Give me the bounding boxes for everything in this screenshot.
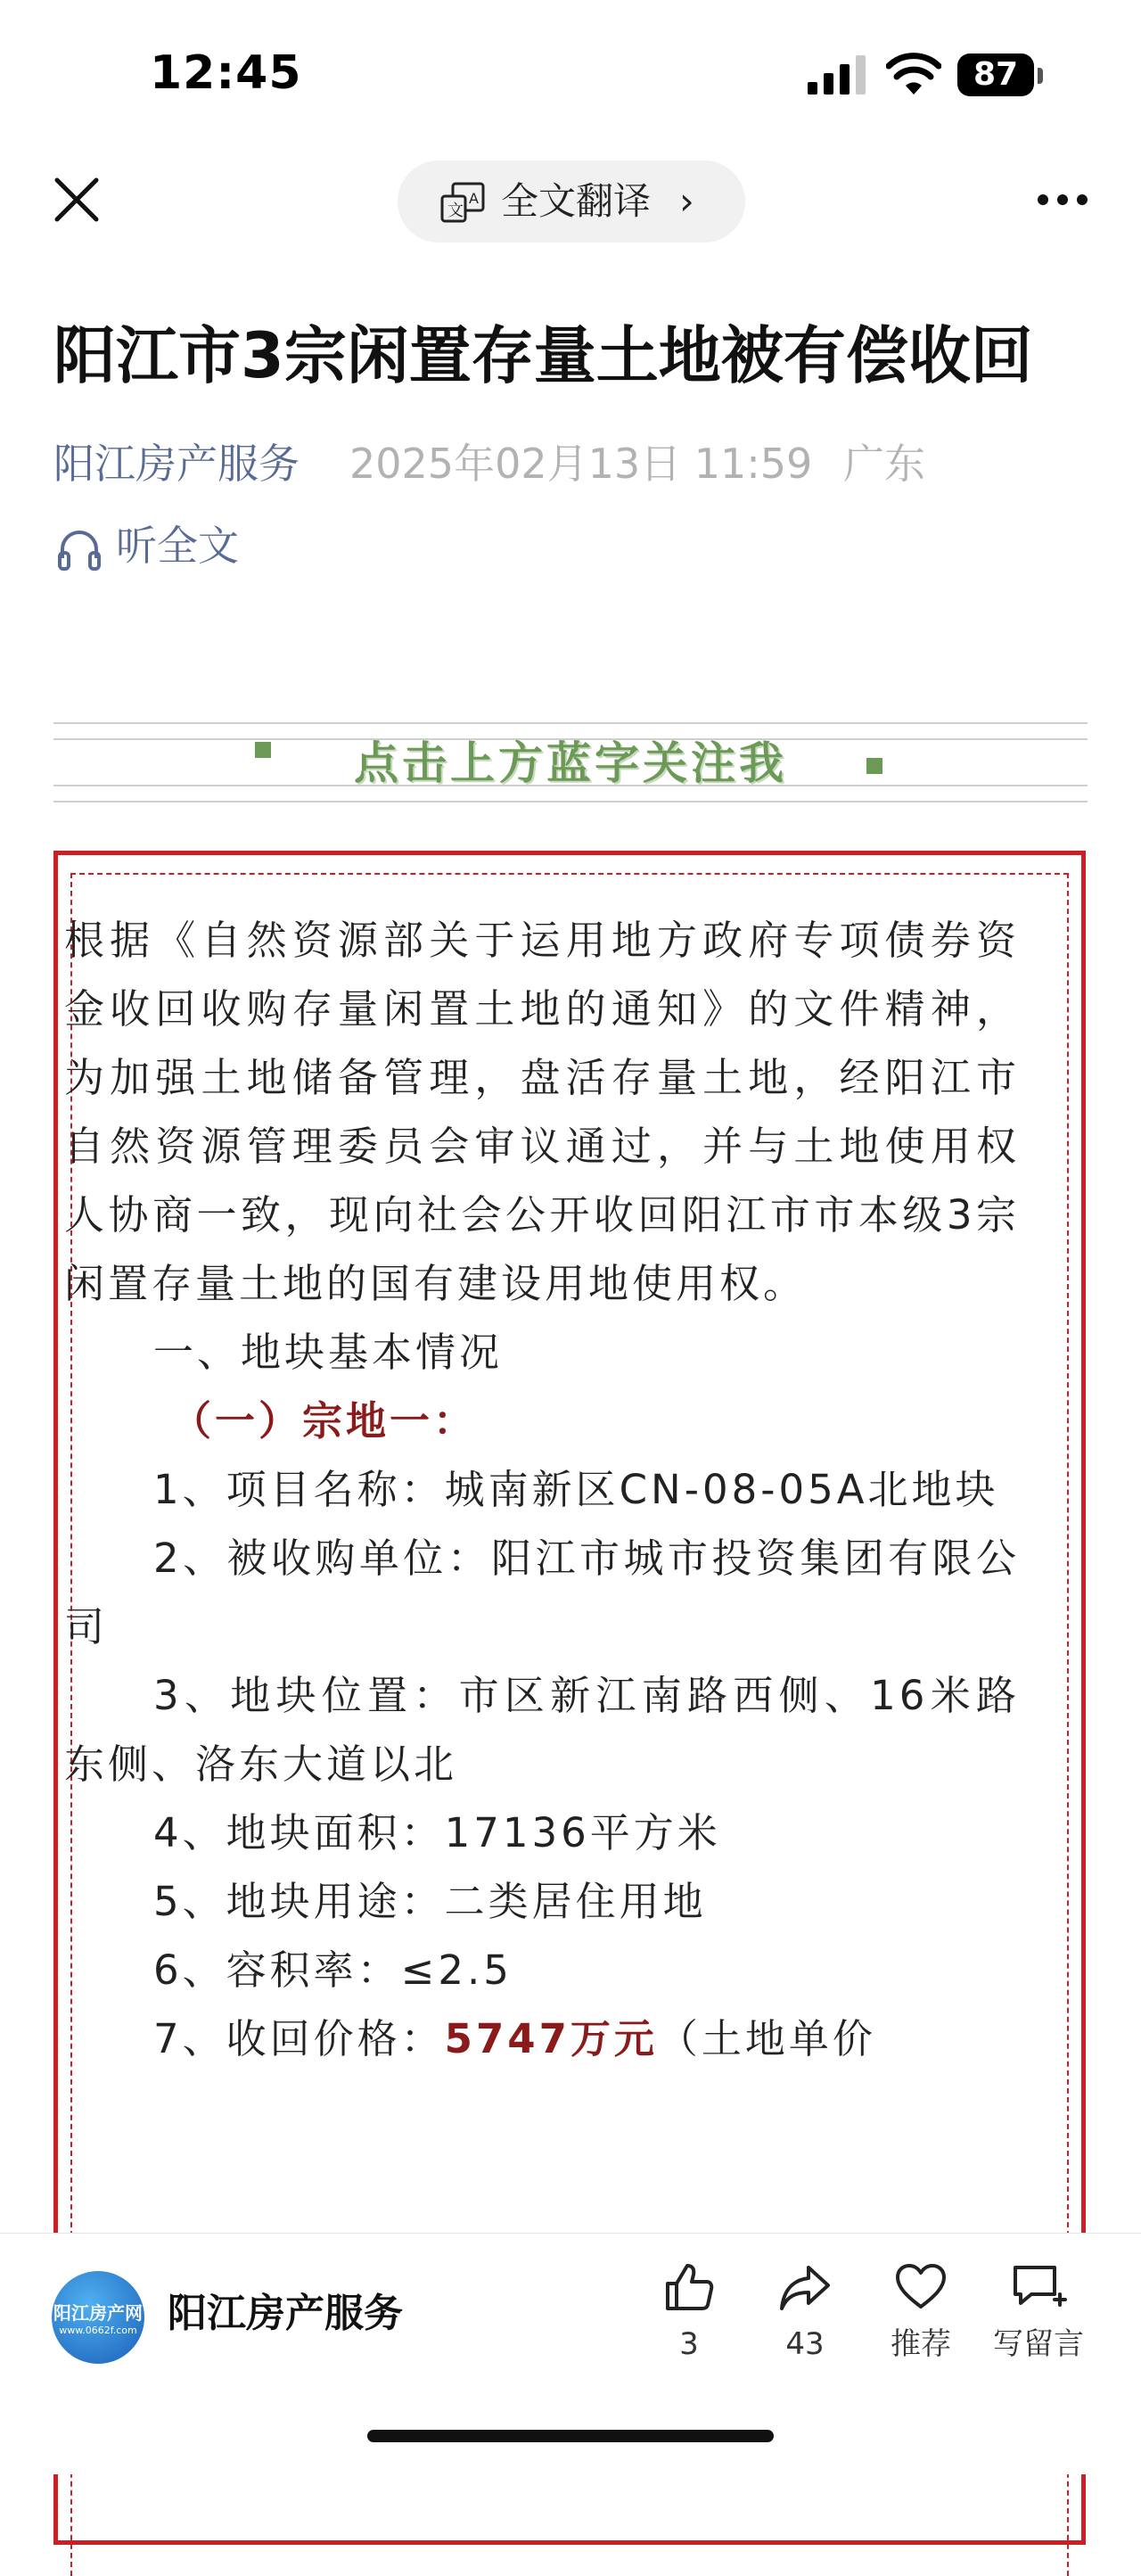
chevron-right-icon: › <box>679 179 694 223</box>
close-icon[interactable] <box>52 175 102 225</box>
comment-label: 写留言 <box>993 2326 1084 2362</box>
author-link[interactable]: 阳江房产服务 <box>53 440 300 488</box>
account-name[interactable]: 阳江房产服务 <box>168 2291 403 2336</box>
article-body <box>64 906 1020 2073</box>
intro-paragraph: 根据《自然资源部关于运用地方政府专项债券资金收回收购存量闲置土地的通知》的文件精神，为加强土地储备管理，盘活存量土地，经阳江市自然资源管理委员会审议通过，并与土地使用权人协商一致，现向社会公开收回阳江市市本级3宗闲置存量土地的国有建设用地使用权。 <box>64 917 1020 1307</box>
account-avatar[interactable] <box>52 2271 144 2364</box>
share-button[interactable] <box>747 2260 863 2362</box>
svg-text:文: 文 <box>447 202 464 220</box>
bottom-action-bar <box>0 2233 1141 2474</box>
article-title: 阳江市3宗闲置存量土地被有偿收回 <box>53 319 1033 392</box>
home-indicator[interactable] <box>367 2430 774 2442</box>
list-item: 1、项目名称：城南新区CN-08-05A北地块 <box>153 1466 999 1513</box>
status-time: 12:45 <box>150 46 302 100</box>
section-heading: 一、地块基本情况 <box>153 1329 504 1376</box>
like-count: 3 <box>679 2326 699 2362</box>
cellular-signal-icon <box>808 55 866 95</box>
more-options-icon[interactable] <box>1036 193 1089 207</box>
parcel-heading: （一）宗地一： <box>171 1397 478 1444</box>
recommend-label: 推荐 <box>891 2326 951 2362</box>
listen-full-text-button[interactable]: 听全文 <box>116 522 239 570</box>
svg-text:A: A <box>469 190 479 207</box>
wifi-icon <box>886 52 941 96</box>
list-item: 2、被收购单位：阳江市城市投资集团有限公司 <box>64 1535 1020 1650</box>
price-prefix: 7、收回价格： <box>153 2015 445 2062</box>
avatar-logo-url: www.0662f.com <box>59 2325 137 2336</box>
list-item: 5、地块用途：二类居住用地 <box>153 1878 707 1925</box>
share-icon <box>778 2260 832 2314</box>
price-value: 5747万元 <box>444 2015 658 2062</box>
recommend-button[interactable] <box>863 2260 979 2362</box>
comment-plus-icon <box>1010 2260 1067 2314</box>
follow-banner-text: 点击上方蓝字关注我 <box>354 737 787 789</box>
price-suffix: （土地单价 <box>657 2015 876 2062</box>
follow-banner <box>53 722 1088 804</box>
battery-level: 87 <box>973 56 1019 93</box>
publish-region: 广东 <box>843 440 925 488</box>
list-item: 6、容积率：≤2.5 <box>153 1946 513 1994</box>
thumbs-up-icon <box>662 2260 716 2314</box>
heart-icon <box>894 2260 948 2314</box>
share-count: 43 <box>785 2326 825 2362</box>
publish-time: 2025年02月13日 11:59 <box>349 440 813 488</box>
list-item: 4、地块面积：17136平方米 <box>153 1809 721 1856</box>
translate-button[interactable] <box>398 160 745 243</box>
battery-indicator <box>957 53 1043 98</box>
like-button[interactable] <box>631 2260 747 2362</box>
status-bar <box>0 0 1141 152</box>
translate-icon <box>440 182 485 223</box>
headphone-icon[interactable] <box>57 528 102 571</box>
comment-button[interactable] <box>981 2260 1096 2362</box>
avatar-logo-text: 阳江房产网 <box>53 2302 143 2324</box>
list-item: 3、地块位置：市区新江南路西侧、16米路东侧、洛东大道以北 <box>64 1672 1020 1788</box>
translate-label: 全文翻译 <box>501 179 652 223</box>
price-item <box>64 2004 1020 2073</box>
